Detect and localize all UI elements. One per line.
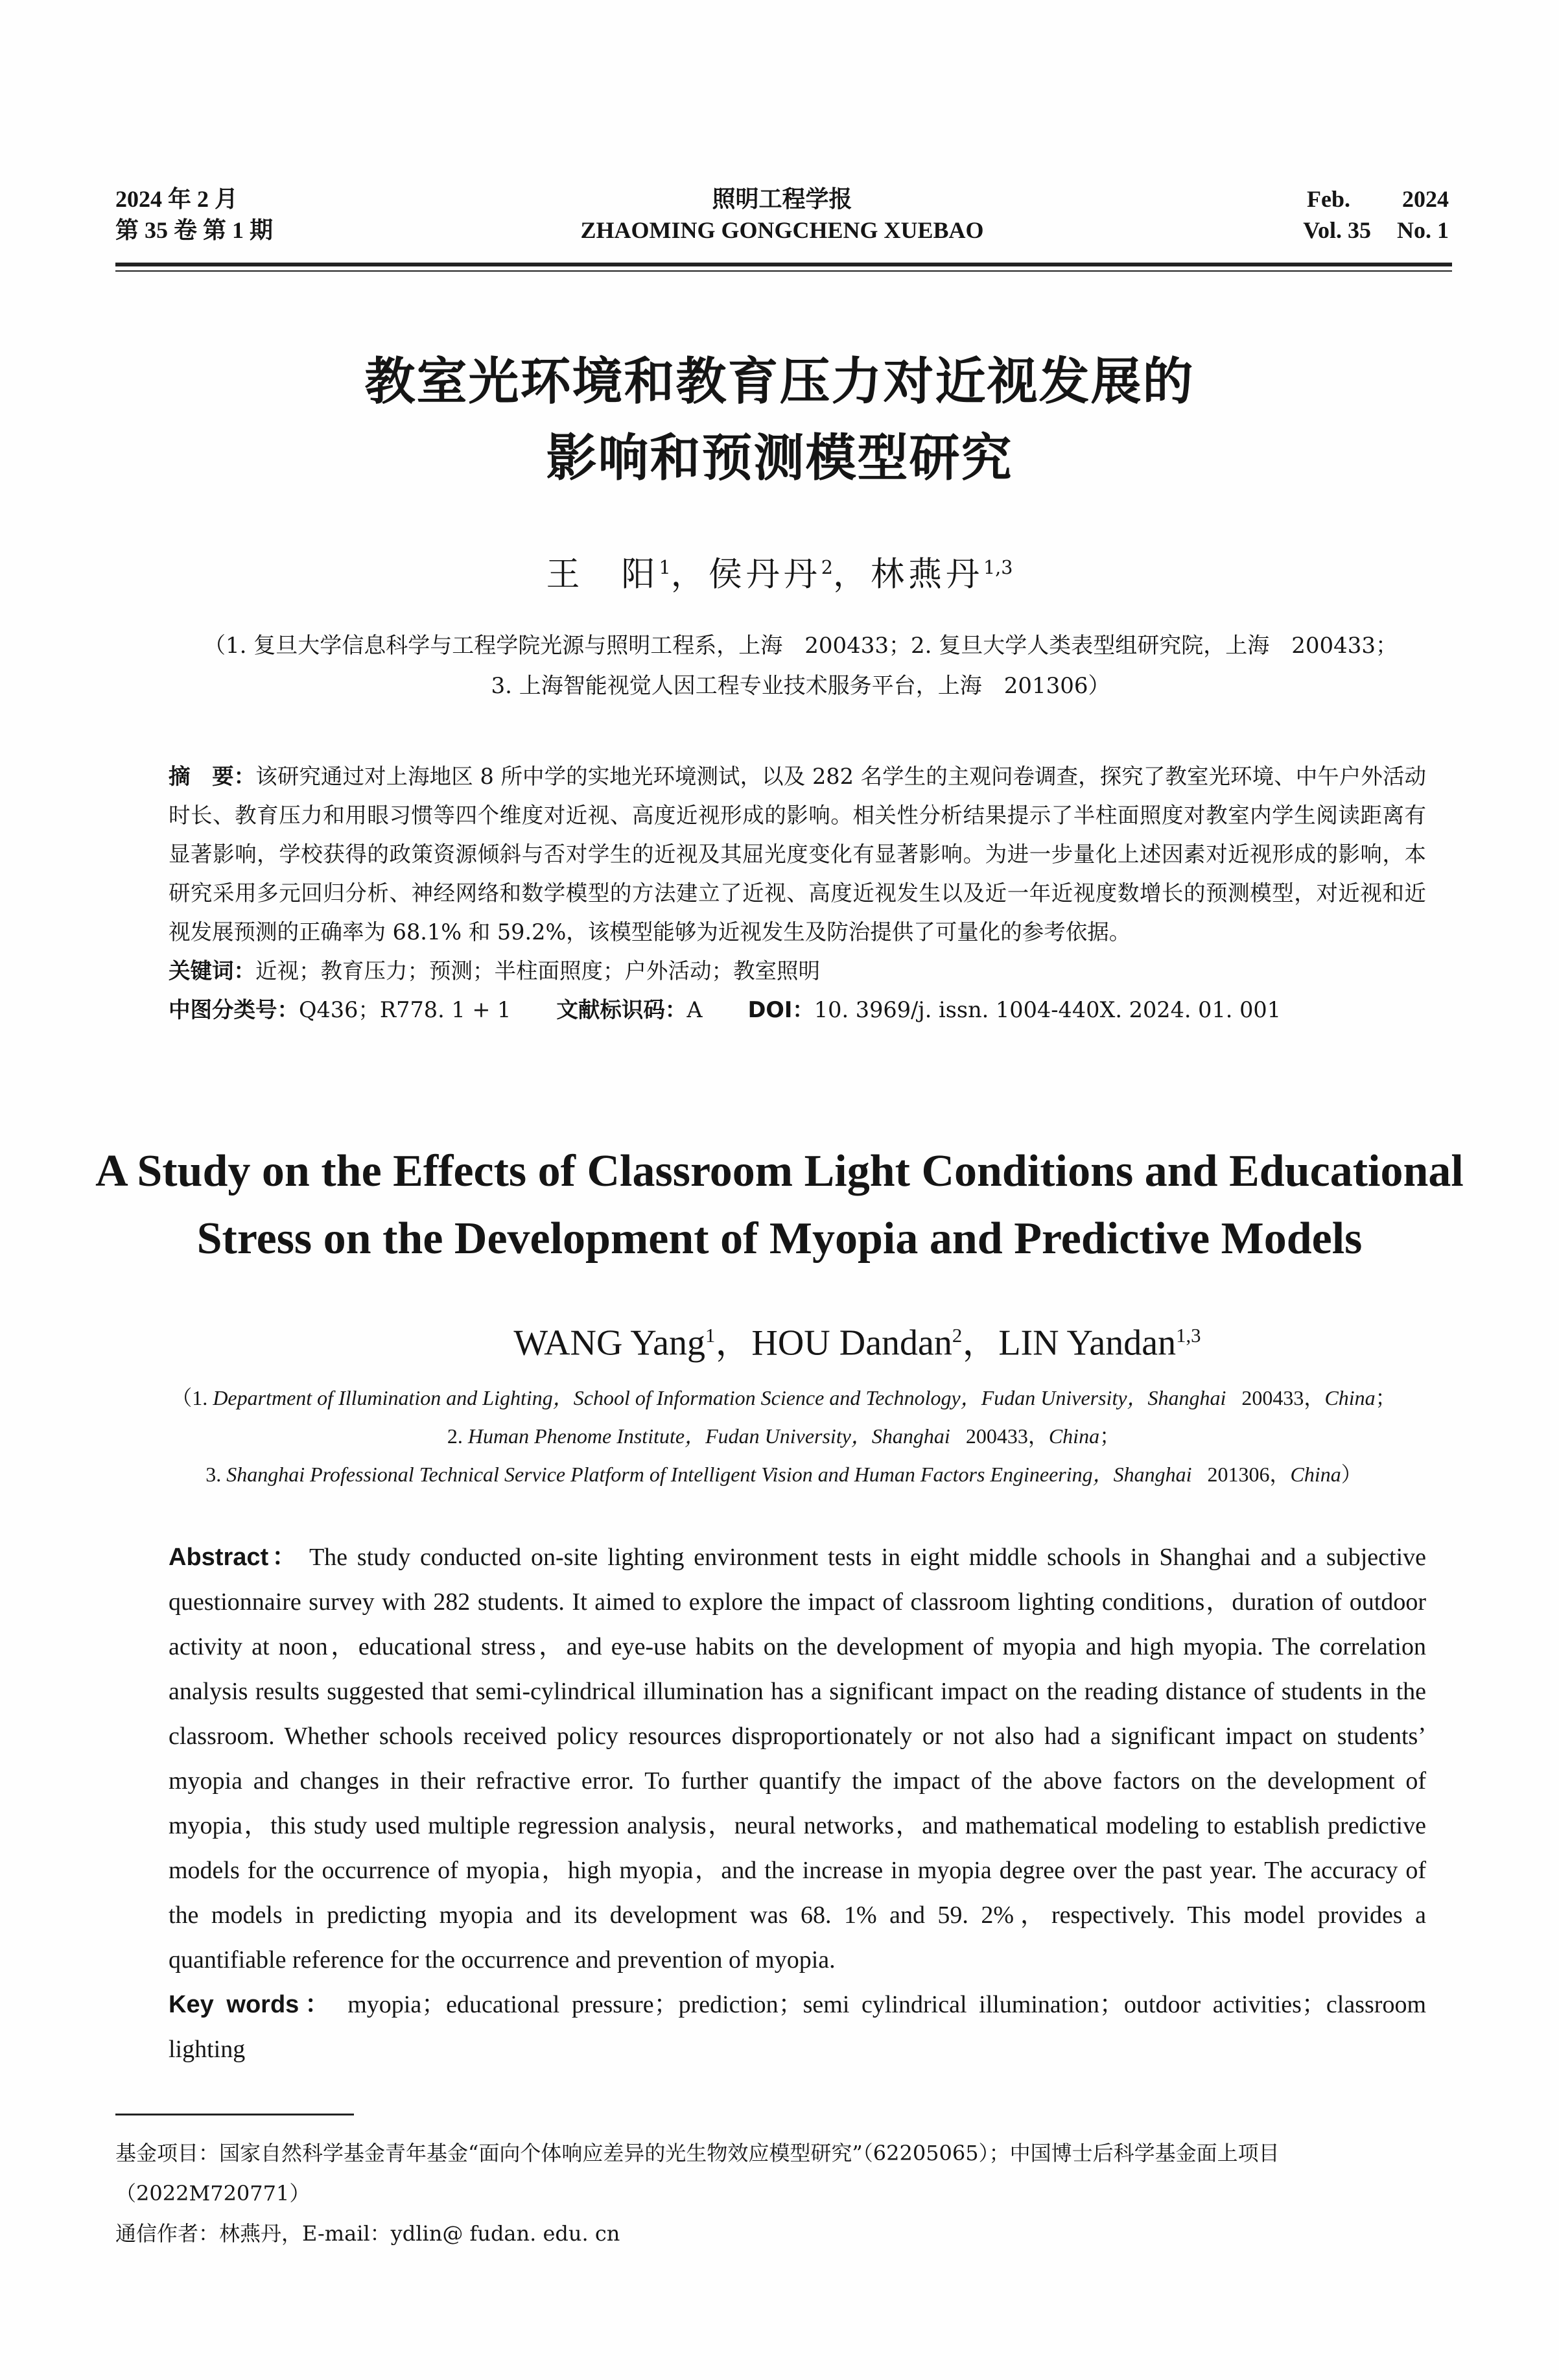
issue-no-en: No. 1 [1397,217,1449,243]
abstract-en-block [169,1535,1426,2072]
issue-month-en: Feb. [1307,186,1350,212]
corr-text: 林燕丹，E-mail：ydlin@ fudan. edu. cn [219,2221,620,2246]
affil-en-3-open: 3. [205,1463,227,1486]
title-en-line2: Stress on the Development of Myopia and Predictive Models [196,1214,1363,1264]
affil-en-2-country: China [1048,1424,1100,1448]
header-right [1303,183,1449,246]
title-en-line1: A Study on the Effects of Classroom Light Conditions and Educational [95,1146,1464,1196]
affil-en-1-open: （1. [171,1386,213,1409]
affil-en-line1 [115,1379,1452,1417]
abstract-en-text: The study conducted on-site lighting environment tests in eight middle schools in Shanghai and a subjective questionnaire survey with 282 students. It aimed to explore the impact of classroom lighting conditions，duration of outdoor activity at noon，educational stress，and eye-use habits on the development of myopia and high myopia. The correlation analysis results suggested that semi-cylindrical illumination has a significant impact on the reading distance of students in the classroom. Whether schools received policy resources disproportionately or not also had a significant impact on students’ myopia and changes in their refractive error. To further quantify the impact of the above factors on the development of myopia，this study used multiple regression analysis，neural networks，and mathematical modeling to establish predictive models for the occurrence of myopia，high myopia，and the increase in myopia degree over the past year. The accuracy of the models in predicting myopia and its development was 68. 1% and 59. 2%，respectively. This model provides a quantifiable reference for the occurrence and prevention of myopia. [169,1544,1426,1974]
running-header [115,183,1449,246]
affil-en-1-end: ； [1375,1386,1396,1409]
footnote [115,2133,1452,2254]
author-en-2-affil: 2 [952,1325,963,1347]
doi-value: 10. 3969/j. issn. 1004-440X. 2024. 01. 001 [814,997,1282,1022]
abstract-cn-block [169,757,1426,1030]
fund-label: 基金项目： [115,2141,220,2165]
affil-en-line3 [115,1455,1452,1494]
corresponding-author-note [115,2213,1452,2254]
fund-text: 国家自然科学基金青年基金“面向个体响应差异的光生物效应模型研究”（62205065）；中国博士后科学基金面上项目（2022M720771） [115,2141,1280,2206]
keywords-cn [169,952,1426,991]
author-cn-2-affil: 2 [821,556,833,578]
volume-en: Vol. 35 [1303,217,1371,243]
abstract-cn-text: 该研究通过对上海地区 8 所中学的实地光环境测试，以及 282 名学生的主观问卷调查，探究了教室光环境、中午户外活动时长、教育压力和用眼习惯等四个维度对近视、高度近视形成的影响。相关性分析结果提示了半柱面照度对教室内学生阅读距离有显著影响，学校获得的政策资源倾斜与否对学生的近视及其屈光度变化有显著影响。为进一步量化上述因素对近视形成的影响，本研究采用多元回归分析、神经网络和数学模型的方法建立了近视、高度近视发生以及近一年近视度数增长的预测模型，对近视和近视发展预测的正确率为 68.1% 和 59.2%，该模型能够为近视发生及防治提供了可量化的参考依据。 [169,764,1427,945]
author-en-1-affil: 1 [705,1325,716,1347]
class-value: Q436；R778. 1 + 1 [299,997,511,1022]
authors-cn [0,545,1559,597]
author-en-2: ，HOU Dandan [715,1323,952,1363]
doccode-label: 文献标识码： [556,997,687,1022]
affil-en-3-org: Shanghai Professional Technical Service Platform of Intelligent Vision and Human Factors Engineering，Shanghai [226,1463,1192,1486]
abstract-en [169,1535,1426,1983]
corr-label: 通信作者： [115,2221,220,2246]
author-en-1: WANG Yang [513,1323,706,1363]
author-cn-2: ，侯丹丹 [670,555,821,595]
keywords-en-text: myopia；educational pressure；prediction；semi cylindrical illumination；outdoor activities；classroom lighting [169,1991,1427,2063]
affil-cn-line2: 3. 上海智能视觉人因工程专业技术服务平台，上海 201306） [491,673,1110,699]
classification-line [169,991,1426,1030]
affil-en-2-open: 2. [447,1424,468,1448]
affil-en-3-code: 201306， [1207,1463,1291,1486]
volume-issue-cn: 第 35 卷 第 1 期 [115,217,274,243]
affil-en-1-code: 200433， [1241,1386,1325,1409]
affiliations-cn [159,626,1442,706]
abstract-en-label: Abstract： [169,1544,300,1571]
author-cn-3: ，林燕丹 [832,555,983,595]
class-label: 中图分类号： [169,997,299,1022]
affil-en-2-org: Human Phenome Institute，Fudan University，Shanghai [467,1424,950,1448]
authors-en [0,1313,1559,1366]
header-rule-thin [115,270,1452,272]
author-cn-1: 王 阳 [546,555,659,595]
author-en-3-affil: 1,3 [1176,1325,1201,1347]
affil-en-2-code: 200433， [965,1424,1049,1448]
affil-en-1-org: Department of Illumination and Lighting，School of Information Science and Technology，Fudan University，Shanghai [213,1386,1226,1409]
journal-name-cn: 照明工程学报 [712,186,852,212]
footnote-rule [115,2114,354,2115]
affil-en-3-end: ） [1341,1463,1362,1486]
affil-en-1-country: China [1324,1386,1376,1409]
issue-year-en: 2024 [1402,186,1449,212]
abstract-cn-label: 摘 要： [169,764,256,789]
affil-en-3-country: China [1290,1463,1341,1486]
title-cn-line2: 影响和预测模型研究 [546,429,1013,488]
affil-cn-line1: （1. 复旦大学信息科学与工程学院光源与照明工程系，上海 200433；2. 复旦大学人类表型组研究院，上海 200433； [203,633,1398,659]
fund-note [115,2133,1452,2213]
journal-name-en: ZHAOMING GONGCHENG XUEBAO [580,217,984,243]
keywords-cn-text: 近视；教育压力；预测；半柱面照度；户外活动；教室照明 [255,958,820,984]
keywords-cn-label: 关键词： [169,958,255,984]
keywords-en-label: Key words： [169,1991,336,2018]
doi-label: DOI： [747,997,814,1022]
doccode-value: A [686,997,703,1022]
author-cn-1-affil: 1 [659,556,671,578]
affil-en-2-end: ； [1099,1424,1121,1448]
title-cn-line1: 教室光环境和教育压力对近视发展的 [364,353,1195,411]
title-cn [0,344,1559,497]
author-cn-3-affil: 1,3 [983,556,1013,578]
title-en [0,1138,1559,1273]
affiliations-en [115,1379,1452,1494]
issue-date-cn: 2024 年 2 月 [115,186,239,212]
author-en-3: ，LIN Yandan [962,1323,1177,1363]
affil-en-line2 [115,1417,1452,1455]
header-center [115,183,1449,246]
header-rule-thick [115,263,1452,266]
keywords-en [169,1983,1426,2072]
abstract-cn [169,757,1426,952]
